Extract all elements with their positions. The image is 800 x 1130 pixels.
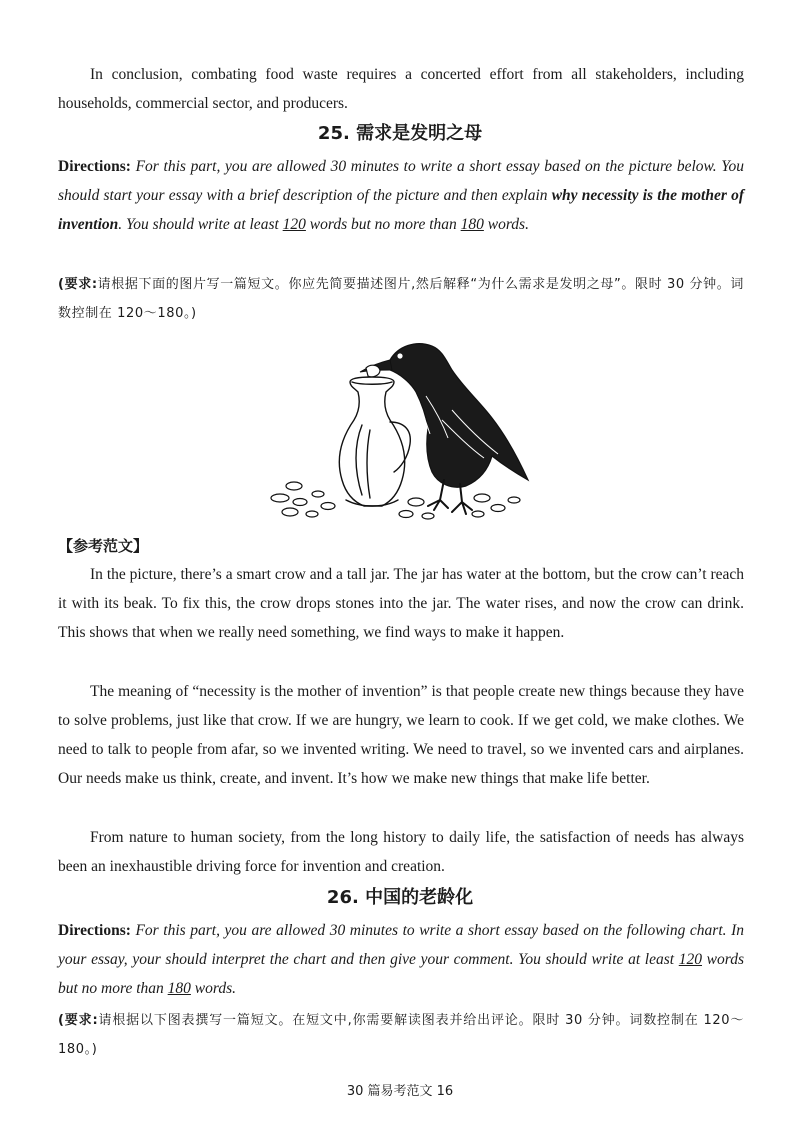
max-words: 180 [167, 980, 191, 997]
directions-text: words but no more than [305, 216, 461, 233]
section-26-chinese-requirement [58, 1006, 744, 1064]
section-25-title: 25. 需求是发明之母 [317, 123, 483, 144]
directions-text: words but no more than [58, 951, 745, 997]
section-25-directions [58, 152, 744, 239]
directions-text: For this part, you are allowed 30 minutes to write a short essay based on the picture below. You should start your essay with a brief description of the picture and then explain [58, 158, 744, 204]
requirement-label: (要求: [58, 277, 98, 292]
section-26-title: 26. 中国的老龄化 [326, 887, 474, 908]
requirement-text: 请根据下面的图片写一篇短文。你应先简要描述图片,然后解释“为什么需求是发明之母”。限时 30 分钟。词数控制在 120～180。) [58, 277, 744, 321]
requirement-label: (要求: [58, 1013, 99, 1028]
crow-and-pitcher-illustration [266, 330, 536, 525]
page-footer: 30 篇易考范文 16 [346, 1084, 454, 1099]
max-words: 180 [460, 216, 484, 233]
essay-paragraph-3: From nature to human society, from the long history to daily life, the satisfaction of needs has always been an inexhaustible driving force for invention and creation. [58, 829, 744, 875]
reference-essay-heading: 【参考范文】 [58, 537, 149, 555]
min-words: 120 [282, 216, 306, 233]
directions-text: words. [190, 980, 236, 997]
requirement-text: 请根据以下图表撰写一篇短文。在短文中,你需要解读图表并给出评论。限时 30 分钟。词数控制在 120～180。) [58, 1013, 744, 1057]
directions-text: . You should write at least [118, 216, 283, 233]
directions-bold-phrase: why necessity is the mother of invention [58, 187, 744, 233]
directions-label: Directions: [58, 922, 131, 939]
section-25-chinese-requirement [58, 270, 744, 328]
min-words: 120 [678, 951, 702, 968]
essay-paragraph-1: In the picture, there’s a smart crow and a tall jar. The jar has water at the bottom, but the crow can’t reach it with its beak. To fix this, the crow drops stones into the jar. The water rises, and now the crow can drink. This shows that when we really need something, we find ways to make it happen. [58, 566, 744, 641]
section-26-directions [58, 916, 744, 1003]
directions-text: words. [483, 216, 529, 233]
intro-paragraph: In conclusion, combating food waste requires a concerted effort from all stakeholders, including households, commercial sector, and producers. [58, 66, 744, 112]
directions-label: Directions: [58, 158, 131, 175]
directions-text: For this part, you are allowed 30 minutes to write a short essay based on the following chart. In your essay, your should interpret the chart and then give your comment. You should write at least [58, 922, 744, 968]
essay-paragraph-2: The meaning of “necessity is the mother of invention” is that people create new things because they have to solve problems, just like that crow. If we are hungry, we learn to cook. If we get cold, we make clothes. We need to talk to people from afar, so we invented writing. We need to travel, so we invented cars and airplanes. Our needs make us think, create, and invent. It’s how we make new things that make life better. [58, 683, 744, 787]
